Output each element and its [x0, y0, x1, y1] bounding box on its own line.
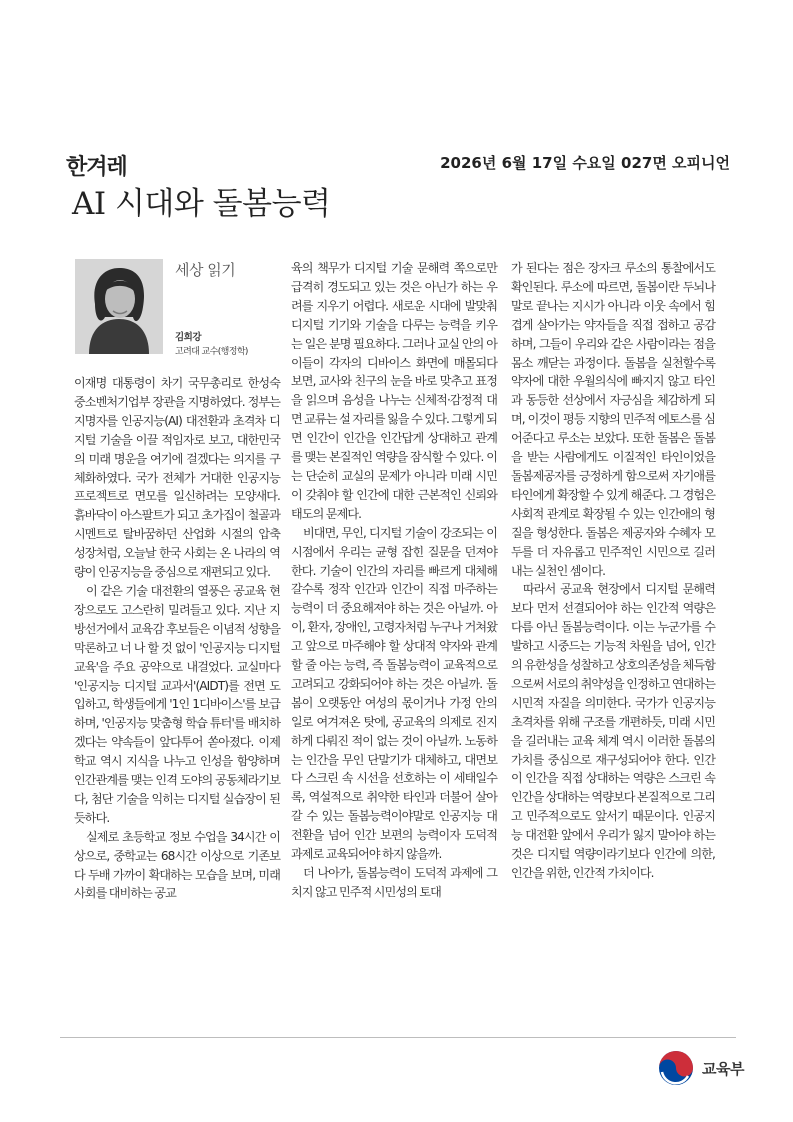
ministry-badge — [658, 1050, 758, 1086]
paragraph: 가 된다는 점은 장자크 루소의 통찰에서도 확인된다. 루소에 따르면, 돌봄이란 두뇌나 말로 끝나는 지시가 아니라 이웃 속에서 힘겹게 살아가는 약자들을 직접 접하고 공감하며, 그들이 우리와 같은 사람이라는 점을 몸소 깨닫는 과정이다. 돌봄을 실천할수록 약자에 대한 우월의식에 빠지지 않고 타인과 동등한 선상에서 자긍심을 체감하게 되며, 이것이 평등 지향의 민주적 에토스를 심어준다고 루소는 보았다. 또한 돌봄은 돌봄을 받는 사람에게도 이질적인 타인이었을 돌봄제공자를 긍정하게 함으로써 자기애를 타인에게 확장할 수 있게 해준다. 그 경험은 사회적 관계로 확장될 수 있는 인간애의 형질을 형성한다. 돌봄은 제공자와 수혜자 모두를 더 자유롭고 민주적인 시민으로 길러내는 실천인 셈이다. — [511, 261, 715, 578]
footer-divider — [60, 1037, 736, 1038]
author-name: 김희강 — [175, 332, 202, 343]
newspaper-logo: 한겨레 — [66, 155, 127, 180]
paragraph: 더 나아가, 돌봄능력이 도덕적 과제에 그치지 않고 민주적 시민성의 토대 — [291, 866, 497, 899]
paragraph: 육의 책무가 디지털 기술 문해력 쪽으로만 급격히 경도되고 있는 것은 아닌가 하는 우려를 지우기 어렵다. 새로운 시대에 발맞춰 디지털 기기와 기술을 다루는 능력을 키우는 일은 분명 필요하다. 그러나 교실 안의 아이들이 각자의 디바이스 화면에 매몰되다 보면, 교사와 친구의 눈을 바로 맞추고 표정을 읽으며 음성을 나누는 신체적·감정적 대면 교류는 설 자리를 잃을 수 있다. 그렇게 되면 인간이 인간을 인간답게 상대하고 관계를 맺는 본질적인 역량을 잠식할 수 있다. 이는 단순히 교실의 문제가 아니라 미래 시민이 갖춰야 할 인간에 대한 근본적인 신뢰와 태도의 문제다. — [291, 261, 497, 521]
article-column-2 — [291, 259, 497, 902]
paragraph: 따라서 공교육 현장에서 디지털 문해력보다 먼저 선결되어야 하는 인간적 역량은 다름 아닌 돌봄능력이다. 이는 누군가를 수발하고 시중드는 기능적 차원을 넘어, 인간의 유한성을 성찰하고 상호의존성을 체득함으로써 서로의 취약성을 인정하고 연대하는 시민적 자질을 의미한다. 국가가 인공지능 초격차를 위해 구조를 개편하듯, 미래 시민을 길러내는 교육 체계 역시 이러한 돌봄의 가치를 중심으로 재구성되어야 한다. 인간이 인간을 직접 상대하는 역량은 스크린 속 인간을 상대하는 역량보다 본질적으로 그리고 민주적으로도 앞서기 때문이다. 인공지능 대전환 앞에서 우리가 잃지 말아야 하는 것은 디지털 역량이라기보다 인간에 의한, 인간을 위한, 인간적 가치이다. — [511, 582, 715, 880]
paragraph: 이 같은 기술 대전환의 열풍은 공교육 현장으로도 고스란히 밀려들고 있다. 지난 지방선거에서 교육감 후보들은 이념적 성향을 막론하고 너 나 할 것 없이 '인공지능 디지털 교육'을 주요 공약으로 내걸었다. 교실마다 '인공지능 디지털 교과서'(AIDT)를 전면 도입하고, 학생들에게 '1인 1디바이스'를 보급하며, '인공지능 맞춤형 학습 튜터'를 배치하겠다는 약속들이 앞다투어 쏟아졌다. 이제 학교 역시 지식을 나누고 인성을 함양하며 인간관계를 맺는 인격 도야의 공동체라기보다, 첨단 기술을 익히는 디지털 실습장이 된 듯하다. — [74, 583, 280, 825]
taegeuk-logo-icon — [658, 1050, 694, 1086]
article-headline: AI 시대와 돌봄능력 — [72, 186, 331, 222]
paragraph: 실제로 초등학교 정보 수업을 34시간 이상으로, 중학교는 68시간 이상으로 기존보다 두배 가까이 확대하는 모습을 보며, 미래 사회를 대비하는 공교 — [74, 829, 280, 901]
paragraph: 비대면, 무인, 디지털 기술이 강조되는 이 시점에서 우리는 균형 잡힌 질문을 던져야 한다. 기술이 인간의 자리를 빠르게 대체해갈수록 정작 인간과 인간이 직접 마주하는 능력이 더 중요해져야 하는 것은 아닐까. 아이, 환자, 장애인, 고령자처럼 누구나 거쳐왔고 앞으로 마주해야 할 상대적 약자와 관계할 줄 아는 능력, 즉 돌봄능력이 교육적으로 고려되고 강화되어야 하는 것은 아닐까. 돌봄이 오랫동안 여성의 몫이거나 가정 안의 일로 여겨져온 탓에, 공교육의 의제로 진지하게 다뤄진 적이 없는 것이 아닐까. 노동하는 인간을 무인 단말기가 대체하고, 대면보다 스크린 속 시선을 선호하는 이 세태일수록, 역설적으로 취약한 타인과 더불어 살아갈 수 있는 돌봄능력이야말로 인공지능 대전환을 넘어 인간 보편의 능력이자 도덕적 과제로 교육되어야 하지 않을까. — [291, 525, 497, 862]
dateline: 2026년 6월 17일 수요일 027면 오피니언 — [440, 154, 730, 172]
author-photo — [75, 259, 163, 354]
author-title: 고려대 교수(행정학) — [175, 347, 248, 357]
paragraph: 이재명 대통령이 차기 국무총리로 한성숙 중소벤처기업부 장관을 지명하였다. 정부는 지명자를 인공지능(AI) 대전환과 초격차 디지털 기술을 이끌 적임자로 보고, 대한민국의 미래 명운을 여기에 걸겠다는 의지를 구체화하였다. 국가 전체가 거대한 인공지능 프로젝트로 면모를 일신하려는 모양새다. 흙바닥이 아스팔트가 되고 초가집이 철골과 시멘트로 탈바꿈하던 산업화 시절의 압축 성장처럼, 오늘날 한국 사회는 온 나라의 역량이 인공지능을 중심으로 재편되고 있다. — [74, 376, 280, 580]
article-column-3 — [511, 259, 715, 883]
column-series-label: 세상 읽기 — [175, 261, 236, 279]
ministry-name: 교육부 — [702, 1060, 744, 1078]
article-column-1 — [74, 374, 280, 903]
